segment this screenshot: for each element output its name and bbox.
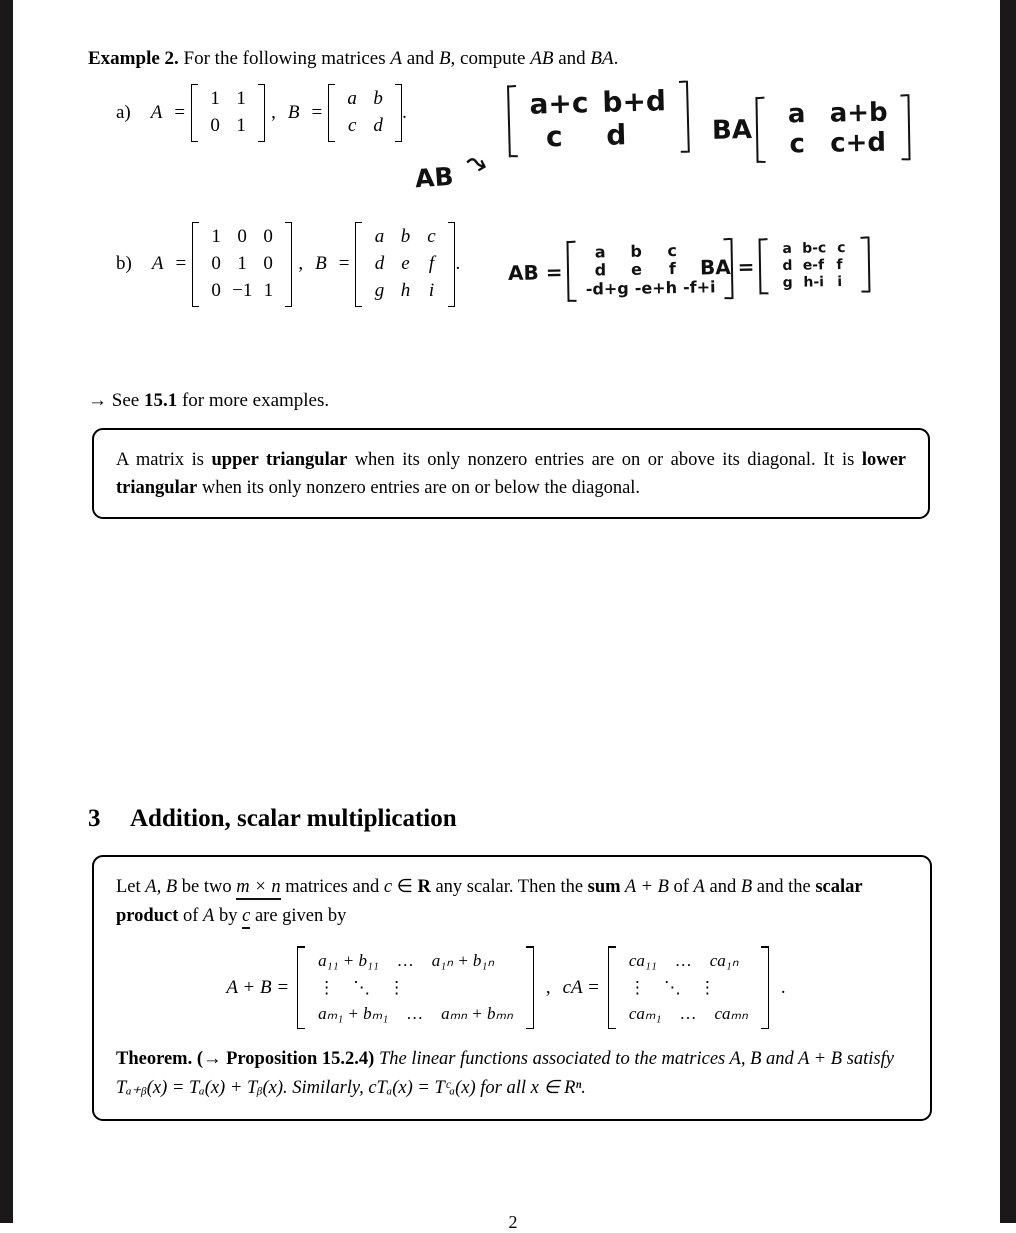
add-c: c (383, 877, 393, 897)
matrix-cell: … (674, 951, 692, 971)
matrix-cell: aₘ₁ + bₘ₁ (318, 1004, 389, 1024)
add-AB: A, B (145, 877, 178, 897)
bracket-right (900, 94, 910, 160)
bracket-right (285, 222, 292, 307)
matrix-cell: c (347, 114, 357, 136)
page-number: 2 (508, 1212, 518, 1232)
matrix-cell: -f+i (682, 277, 716, 297)
bracket-right (678, 81, 689, 153)
bracket-left (328, 84, 335, 142)
bracket-left (608, 946, 616, 1029)
theorem-text (116, 1045, 908, 1102)
matrix-cell: 0 (263, 226, 273, 247)
matrix-cell: ⋮ (388, 977, 406, 997)
tri-term-upper: upper triangular (211, 450, 348, 470)
matrix-cell: 1 (263, 279, 274, 301)
bracket-left (507, 85, 518, 157)
matrix-cell: a (594, 242, 606, 262)
example-text: For the following matrices A and B, compute AB and BA. (183, 48, 619, 69)
matrix-cell: a+c (529, 86, 589, 121)
bracket-left (759, 238, 769, 295)
matrix-cell: ⋮ (698, 977, 716, 997)
section-number: 3 (88, 805, 101, 832)
add-term-scalar-product: scalar product (116, 877, 863, 926)
add-A: A (693, 877, 705, 897)
matrix-b-A (192, 222, 292, 307)
item-b-label: b) (116, 253, 132, 275)
tri-part1: A matrix is (116, 450, 212, 470)
handwritten-ba-label-b: BA = (699, 254, 755, 280)
matrix-cell: 0 (211, 252, 221, 274)
add-s5: any scalar. Then the (430, 877, 588, 897)
formula-period: . (780, 976, 786, 998)
handwritten-ab-label-a: AB (414, 161, 455, 194)
matrix-cell: 1 (211, 226, 221, 247)
matrix-cell: c+d (829, 127, 887, 159)
add-s9: and the (752, 877, 816, 897)
matrix-cell: e (630, 260, 643, 280)
addition-definition-box (92, 855, 932, 1121)
matrix-cell: c (789, 129, 806, 160)
scalar-formula-label: cA = (562, 976, 600, 998)
matrix-cell: b (373, 88, 383, 109)
matrix-cell: … (679, 1004, 697, 1024)
matrix-cell: 0 (263, 252, 273, 274)
see-pre: See (111, 390, 144, 411)
document-page (13, 0, 1000, 1232)
add-A2: A (203, 905, 215, 926)
addition-intro-text (116, 873, 908, 930)
bracket-right (526, 946, 534, 1029)
page-right-edge-strip (1000, 0, 1016, 1223)
bracket-left (755, 97, 765, 163)
add-s12: are given by (250, 905, 347, 926)
add-s10: of (178, 905, 204, 926)
matrix-cell: 0 (210, 114, 220, 136)
matrix-cell: a (347, 88, 357, 109)
matrix-cell: b-c (802, 240, 827, 257)
add-s3: matrices and (280, 877, 384, 897)
item-a-trailing: . (402, 101, 407, 123)
matrix-cell: -d+g (585, 278, 629, 299)
triangular-definition-box (92, 428, 930, 519)
matrix-cell: 1 (236, 114, 246, 136)
matrix-cell: f (836, 256, 843, 273)
matrix-cell: 1 (236, 88, 246, 109)
bracket-right (258, 84, 265, 142)
item-b-B-name: B (315, 253, 327, 275)
section-title: Addition, scalar multiplication (130, 805, 457, 832)
matrix-cell: d (782, 257, 793, 274)
matrix-cell: a (782, 240, 793, 258)
add-s1: Let (116, 877, 146, 897)
add-term-sum: sum (587, 877, 621, 897)
matrix-cell: ca₁₁ (628, 951, 657, 971)
scalar-matrix (608, 946, 769, 1029)
bracket-left (567, 241, 577, 302)
example-2-statement (88, 48, 618, 70)
matrix-cell: g (782, 274, 793, 291)
matrix-cell: ⋱ (353, 977, 371, 997)
matrix-cell: ca₁ₙ (709, 951, 739, 971)
triangular-definition-text (116, 446, 906, 502)
matrix-cell: h (400, 279, 411, 301)
matrix-cell: c (427, 226, 436, 247)
matrix-a-A (191, 84, 265, 142)
see-post: for more examples. (177, 390, 330, 411)
theorem-line1: The linear functions associated to the matrices A, B and A + B satisfy (374, 1049, 894, 1070)
matrix-cell: c (667, 241, 678, 261)
add-R: R (417, 877, 431, 897)
matrix-cell: h-i (803, 273, 825, 291)
handwritten-ba-matrix-a (711, 94, 910, 163)
matrix-cell: a+b (829, 97, 888, 129)
matrix-cell: d (594, 260, 607, 280)
matrix-cell: ⋮ (628, 977, 646, 997)
matrix-cell: f (668, 259, 677, 279)
add-s7: of (668, 877, 694, 897)
item-b-trailing: . (455, 253, 461, 275)
formula-separator: , (545, 976, 551, 998)
matrix-cell: c (836, 239, 846, 257)
add-s8: and (704, 877, 741, 897)
handwritten-ab-label-b: AB = (507, 259, 563, 285)
matrix-b-B (355, 222, 455, 307)
matrix-cell: caₘ₁ (628, 1004, 662, 1024)
bracket-left (192, 222, 199, 307)
matrix-cell: … (396, 951, 414, 971)
example-label: Example 2. (88, 48, 179, 69)
matrix-cell: d (605, 118, 627, 152)
add-s2: be two (177, 877, 237, 897)
matrix-cell: b+d (601, 84, 667, 119)
bracket-left (355, 222, 362, 307)
example-item-a: a) A = 1 1 0 1 , B = a b c d . (116, 84, 407, 142)
matrix-cell: c (545, 119, 564, 154)
add-c2-underlined: c (242, 906, 250, 929)
matrix-cell: a (374, 226, 385, 247)
see-reference-line (88, 390, 329, 412)
sum-matrix (297, 946, 534, 1029)
item-a-B-name: B (287, 101, 300, 123)
add-B: B (740, 877, 753, 897)
theorem-line2: Tₐ₊ᵦ(x) = Tₐ(x) + Tᵦ(x). Similarly, cTₐ(x) = Tᶜₐ(x) for all x ∈ Rⁿ. (116, 1078, 586, 1099)
matrix-cell: caₘₙ (714, 1004, 748, 1024)
matrix-cell: −1 (232, 279, 253, 301)
matrix-cell: 0 (211, 279, 221, 301)
matrix-cell: b (400, 226, 411, 247)
right-arrow-icon: → (88, 390, 107, 411)
sum-formula-label: A + B = (226, 976, 290, 998)
matrix-cell: d (374, 252, 385, 274)
matrix-cell: i (837, 273, 843, 290)
tri-part2: when its only nonzero entries are on or above its diagonal. It is (347, 450, 862, 470)
bracket-right (860, 237, 870, 294)
handwritten-ba-label-a: BA (711, 115, 753, 146)
handwritten-check-mark-icon: ⤳ (462, 145, 491, 181)
item-b-A-name: A (151, 253, 164, 275)
matrix-cell: 0 (237, 226, 247, 247)
bracket-left (191, 84, 198, 142)
add-dims-underlined: m × n (236, 877, 280, 900)
page-left-edge-strip (0, 0, 13, 1223)
matrix-cell: ⋱ (663, 977, 681, 997)
matrix-cell: a (787, 99, 806, 130)
addition-formula-row (116, 946, 908, 1029)
handwritten-ab-matrix-a (507, 81, 690, 165)
matrix-cell: 1 (237, 252, 247, 274)
matrix-cell: … (406, 1004, 424, 1024)
matrix-cell: a₁ₙ + b₁ₙ (431, 951, 495, 971)
add-s11: by (214, 905, 243, 926)
bracket-right (395, 84, 402, 142)
item-a-label: a) (116, 101, 131, 123)
matrix-cell: aₘₙ + bₘₙ (441, 1004, 513, 1024)
matrix-cell: e-f (802, 257, 825, 274)
matrix-cell: e (401, 252, 410, 274)
matrix-cell: b (630, 241, 643, 261)
matrix-cell: a₁₁ + b₁₁ (318, 951, 379, 971)
see-reference: 15.1 (143, 390, 178, 411)
matrix-cell: f (428, 252, 435, 274)
matrix-cell: 1 (210, 88, 220, 109)
example-item-b: b) A = 1 0 0 0 1 0 0 −1 1 , B = a b c d e f g h i . (116, 222, 460, 307)
matrix-cell: ⋮ (318, 977, 336, 997)
bracket-right (761, 946, 769, 1029)
tri-part3: when its only nonzero entries are on or below the diagonal. (197, 478, 641, 499)
bracket-left (297, 946, 305, 1029)
tri-term-lower: lower triangular (116, 450, 906, 499)
matrix-cell: d (373, 114, 383, 136)
add-s6: A + B (620, 877, 669, 897)
matrix-cell: -e+h (634, 277, 678, 298)
add-s4: ∈ (392, 877, 418, 897)
item-a-A-name: A (150, 101, 163, 123)
theorem-reference: (→ Proposition 15.2.4) (196, 1049, 375, 1070)
matrix-a-B (328, 84, 402, 142)
section-heading (88, 805, 457, 833)
theorem-head: Theorem. (116, 1049, 193, 1070)
bracket-right (448, 222, 455, 307)
matrix-cell: i (428, 279, 435, 301)
handwritten-ba-matrix-b (700, 237, 871, 296)
matrix-cell: g (374, 279, 385, 301)
